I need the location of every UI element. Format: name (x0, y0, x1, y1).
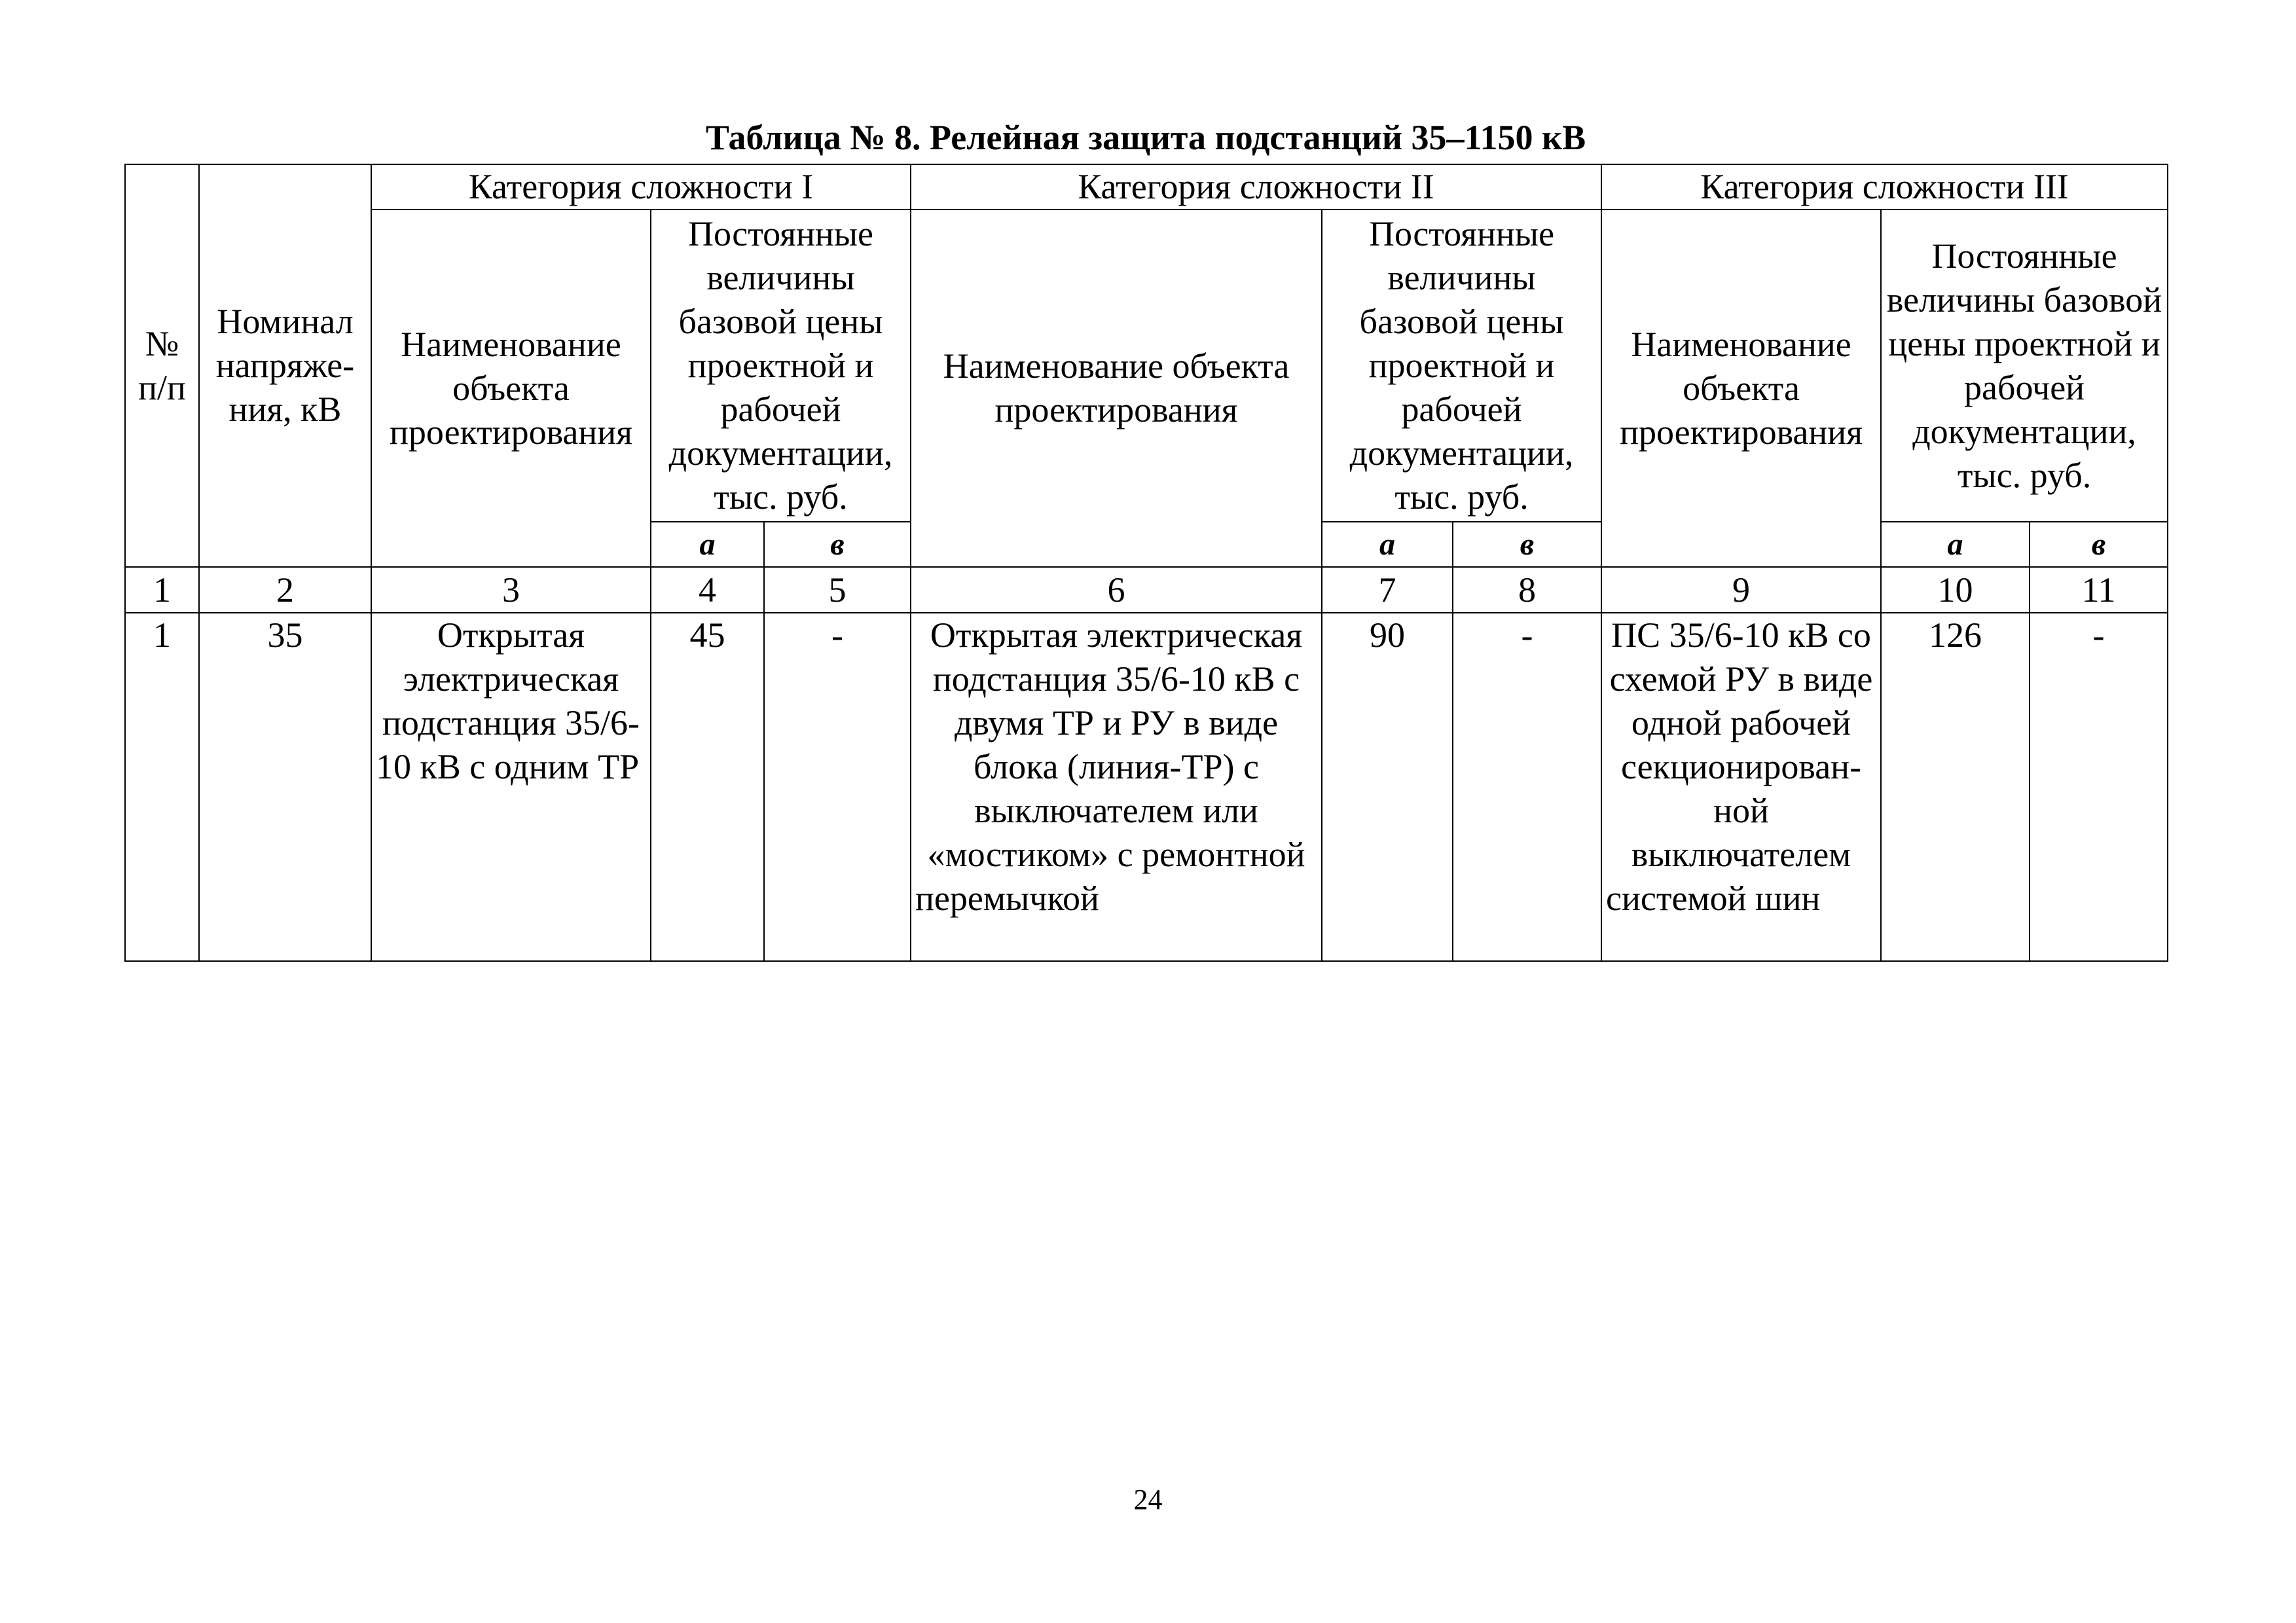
header-category-1: Категория сложности I (371, 164, 911, 210)
subheader-b-1: в (764, 522, 911, 567)
subheader-b-3: в (2030, 522, 2168, 567)
header-nominal-voltage: Номинал напряже-ния, кВ (199, 164, 371, 567)
table-title: Таблица № 8. Релейная защита подстанций 35–1150 кВ (705, 118, 1586, 157)
row-object-2: Открытая электрическая подстанция 35/6-10 кВ с двумя ТР и РУ в виде блока (линия-ТР) с выключателем или «мостиком» с ремонтной перемычкой (911, 613, 1322, 961)
column-number: 4 (651, 567, 764, 613)
column-number: 7 (1322, 567, 1453, 613)
row-object-1: Открытая электрическая подстанция 35/6-10 кВ с одним ТР (371, 613, 651, 961)
row-value-a-1: 45 (651, 613, 764, 961)
column-number: 11 (2030, 567, 2168, 613)
page-number: 24 (1133, 1484, 1163, 1516)
row-num: 1 (125, 613, 199, 961)
header-num: № п/п (125, 164, 199, 567)
row-value-a-2: 90 (1322, 613, 1453, 961)
header-category-2: Категория сложности II (911, 164, 1601, 210)
column-number: 9 (1601, 567, 1881, 613)
column-number: 2 (199, 567, 371, 613)
column-number-row (125, 567, 2168, 613)
row-value-a-3: 126 (1881, 613, 2030, 961)
header-constant-values-2: Постоянные величины базовой цены проектной и рабочей документации, тыс. руб. (1322, 210, 1601, 522)
subheader-b-2: в (1453, 522, 1601, 567)
header-constant-values-3: Постоянные величины базовой цены проектной и рабочей документации, тыс. руб. (1881, 210, 2168, 522)
row-value-b-3: - (2030, 613, 2168, 961)
row-value-b-1: - (764, 613, 911, 961)
header-constant-values-1: Постоянные величины базовой цены проектной и рабочей документации, тыс. руб. (651, 210, 911, 522)
row-voltage: 35 (199, 613, 371, 961)
column-number: 8 (1453, 567, 1601, 613)
header-object-name-2: Наименование объекта проектирования (911, 210, 1322, 567)
column-number: 3 (371, 567, 651, 613)
column-number: 10 (1881, 567, 2030, 613)
header-object-name-3: Наименование объекта проектирования (1601, 210, 1881, 567)
column-number: 5 (764, 567, 911, 613)
header-object-name-1: Наименование объекта проектирования (371, 210, 651, 567)
row-object-3: ПС 35/6-10 кВ со схемой РУ в виде одной рабочей секционирован-ной выключателем системой шин (1601, 613, 1881, 961)
row-value-b-2: - (1453, 613, 1601, 961)
relay-protection-table (124, 164, 2168, 962)
subheader-a-3: а (1881, 522, 2030, 567)
subheader-a-2: а (1322, 522, 1453, 567)
header-category-3: Категория сложности III (1601, 164, 2168, 210)
column-number: 6 (911, 567, 1322, 613)
table-row (125, 613, 2168, 961)
column-number: 1 (125, 567, 199, 613)
subheader-a-1: а (651, 522, 764, 567)
